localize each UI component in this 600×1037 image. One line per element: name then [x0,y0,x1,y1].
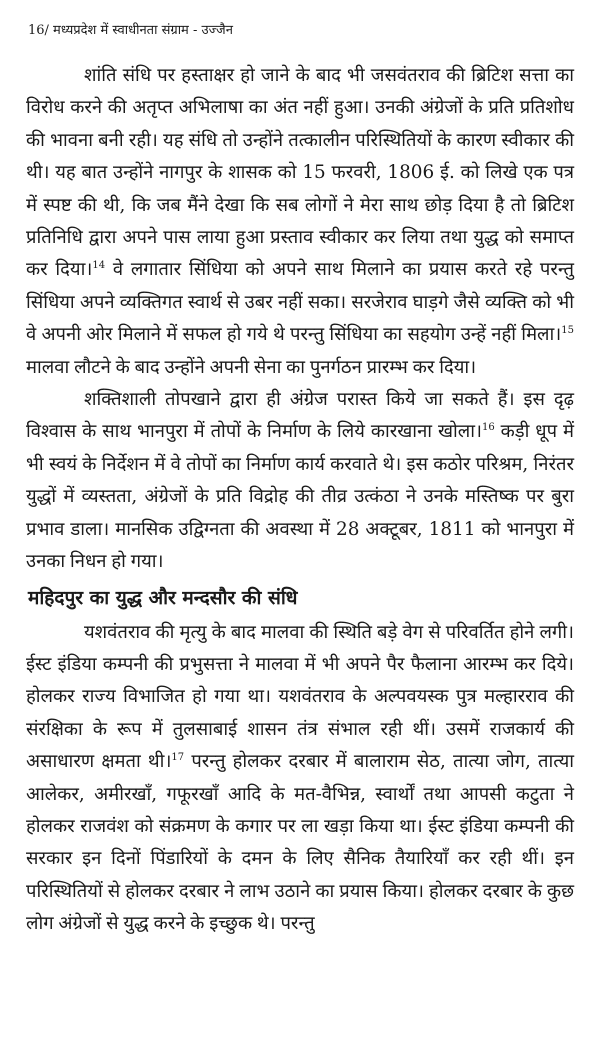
paragraph-2-text-b: कड़ी धूप में भी स्वयं के निर्देशन में वे तोपों का निर्माण कार्य करवाते थे। इस कठोर परिश्रम, निरंतर युद्धों में व्यस्तता, अंग्रेजों के प्रति विद्रोह की तीव्र उत्कंठा ने उनके मस्तिष्क पर बुरा प्रभाव डाला। मानसिक उद्विग्नता की अवस्था में 28 अक्टूबर, 1811 को भानपुरा में उनका निधन हो गया। [26,421,574,573]
footnote-ref-16: 16 [481,422,495,434]
footnote-ref-15: 15 [561,325,574,337]
footnote-ref-17: 17 [171,752,185,763]
paragraph-1-text-b: वे लगातार सिंधिया को अपने साथ मिलाने का प्रयास करते रहे परन्तु सिंधिया अपने व्यक्तिगत स्वार्थ से उबर नहीं सका। सरजेराव घाड़गे जैसे व्यक्ति को भी वे अपनी ओर मिलाने में सफल हो गये थे परन्तु सिंधिया का सहयोग उन्हें नहीं मिला। [26,259,574,346]
section-heading: महिदपुर का युद्ध और मन्दसौर की संधि [28,586,298,609]
paragraph-3 [26,617,574,941]
paragraph-2 [26,384,574,578]
footnote-ref-14: 14 [92,260,106,272]
running-head: 16/ मध्यप्रदेश में स्वाधीनता संग्राम - उज्जैन [28,23,233,38]
paragraph-3-text-b: परन्तु होलकर दरबार में बालाराम सेठ, तात्या जोग, तात्या आलेकर, अमीरखाँ, गफूरखाँ आदि के मत-वैभिन्न, स्वार्थों तथा आपसी कटुता ने होलकर राजवंश को संक्रमण के कगार पर ला खड़ा किया था। ईस्ट इंडिया कम्पनी की सरकार इन दिनों पिंडारियों के दमन के लिए सैनिक तैयारियाँ कर रही थीं। इन परिस्थितियों से होलकर दरबार ने लाभ उठाने का प्रयास किया। होलकर दरबार के कुछ लोग अंग्रेजों से युद्ध करने के इच्छुक थे। परन्तु [26,751,574,935]
paragraph-1 [26,60,574,384]
paragraph-1-text-c: मालवा लौटने के बाद उन्होंने अपनी सेना का पुनर्गठन प्रारम्भ कर दिया। [26,356,477,378]
paragraph-3-text-a: यशवंतराव की मृत्यु के बाद मालवा की स्थिति बड़े वेग से परिवर्तित होने लगी। ईस्ट इंडिया कम्पनी की प्रभुसत्ता ने मालवा में भी अपने पैर फैलाना आरम्भ कर दिये। होलकर राज्य विभाजित हो गया था। यशवंतराव के अल्पवयस्क पुत्र मल्हारराव की संरक्षिका के रूप में तुलसाबाई शासन तंत्र संभाल रही थीं। उसमें राजकार्य की असाधारण क्षमता थी। [26,621,574,773]
paragraph-2-text-a: शक्तिशाली तोपखाने द्वारा ही अंग्रेज परास्त किये जा सकते हैं। इस दृढ़ विश्वास के साथ भानपुरा में तोपों के निर्माण के लिये कारखाना खोला। [26,389,574,443]
paragraph-1-text-a: शांति संधि पर हस्ताक्षर हो जाने के बाद भी जसवंतराव की ब्रिटिश सत्ता का विरोध करने की अतृप्त अभिलाषा का अंत नहीं हुआ। उनकी अंग्रेजों के प्रति प्रतिशोध की भावना बनी रही। यह संधि तो उन्होंने तत्कालीन परिस्थितियों के कारण स्वीकार की थी। यह बात उन्होंने नागपुर के शासक को 15 फरवरी, 1806 ई. को लिखे एक पत्र में स्पष्ट की थी, कि जब मैंने देखा कि सब लोगों ने मेरा साथ छोड़ दिया है तो ब्रिटिश प्रतिनिधि द्वारा अपने पास लाया हुआ प्रस्ताव स्वीकार कर लिया तथा युद्ध को समाप्त कर दिया। [26,65,574,281]
